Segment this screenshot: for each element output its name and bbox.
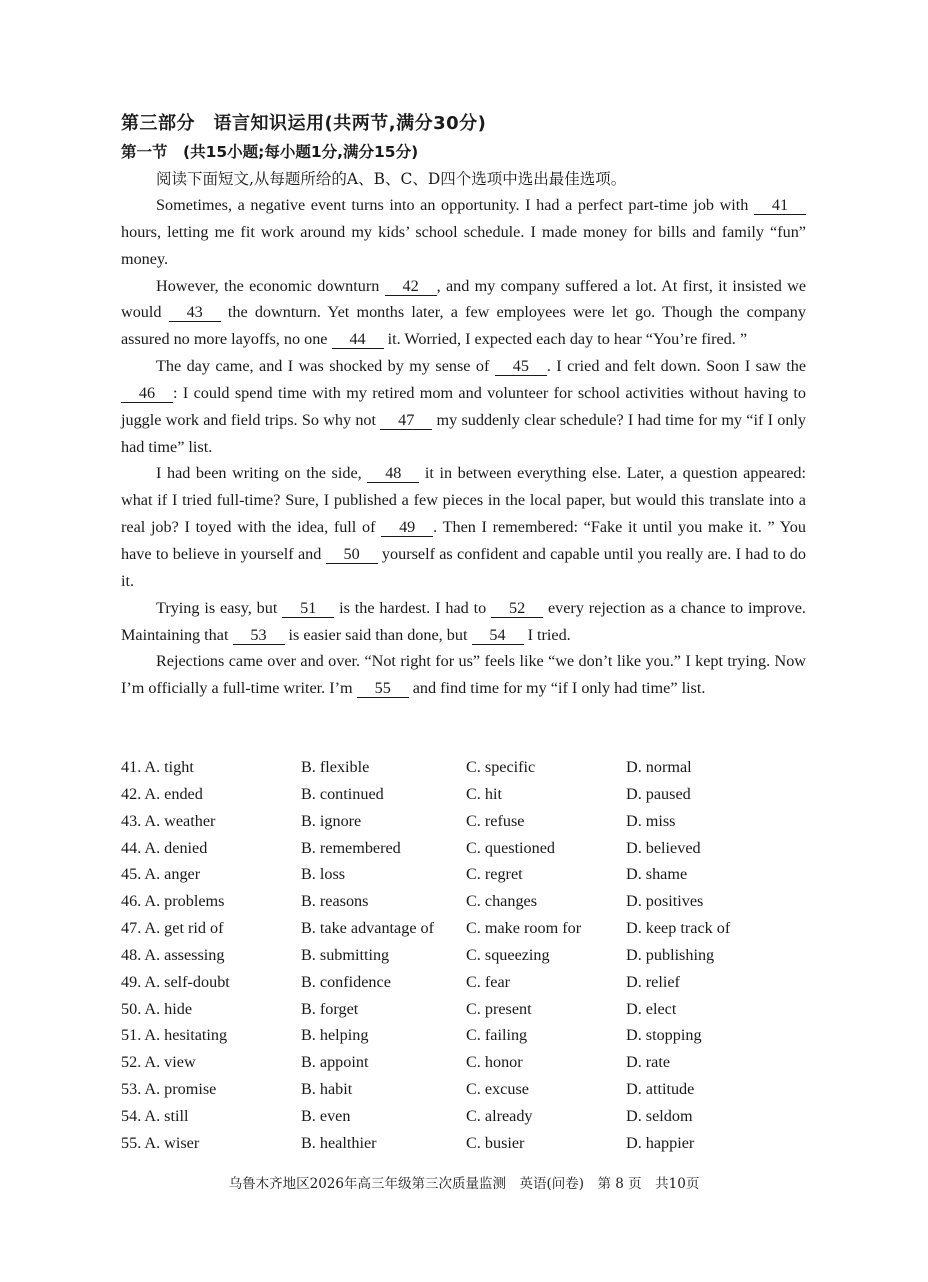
option-d: D. paused <box>626 784 691 803</box>
option-a: 54. A. still <box>121 1106 189 1125</box>
paragraph-1 <box>121 192 806 273</box>
passage-text: However, the economic downturn <box>156 276 385 295</box>
option-d: D. publishing <box>626 945 715 964</box>
passage-text: Trying is easy, but <box>156 598 283 617</box>
cloze-passage <box>121 192 806 702</box>
passage-text: . I cried and felt down. Soon I saw the <box>546 357 807 376</box>
option-a: 44. A. denied <box>121 838 208 857</box>
option-a: 53. A. promise <box>121 1080 217 1099</box>
option-a: 43. A. weather <box>121 811 216 830</box>
question-43 <box>121 808 821 835</box>
option-c: C. already <box>466 1106 533 1125</box>
option-b: B. continued <box>301 784 384 803</box>
option-b: B. remembered <box>301 838 401 857</box>
question-51 <box>121 1022 821 1049</box>
option-b: B. reasons <box>301 892 369 911</box>
question-50 <box>121 996 821 1023</box>
option-a: 48. A. assessing <box>121 945 225 964</box>
option-c: C. regret <box>466 865 523 884</box>
option-d: D. seldom <box>626 1106 693 1125</box>
passage-text: , and my company suffered a lot. At first, it insisted we would <box>121 276 806 322</box>
passage-text: it in between everything else. Later, a question appeared: what if I tried full-time? Sure, I published a few pieces in the local paper, but would this translate into a real job? I toyed with the idea, full of <box>121 464 806 537</box>
passage-text: : I could spend time with my retired mom and volunteer for school activities without having to juggle work and field trips. So why not <box>121 383 806 429</box>
passage-text: The day came, and I was shocked by my sense of <box>156 357 495 376</box>
option-c: C. changes <box>466 892 538 911</box>
option-d: D. attitude <box>626 1080 695 1099</box>
passage-text: it. Worried, I expected each day to hear “You’re fired. ” <box>383 330 748 349</box>
blank-51: 51 <box>282 599 334 618</box>
option-a: 49. A. self-doubt <box>121 972 230 991</box>
blank-44: 44 <box>332 330 384 349</box>
blank-47: 47 <box>380 411 432 430</box>
option-a: 45. A. anger <box>121 865 201 884</box>
passage-text: yourself as confident and capable until you really are. I had to do it. <box>121 544 806 590</box>
option-d: D. miss <box>626 811 676 830</box>
question-47 <box>121 915 821 942</box>
option-c: C. excuse <box>466 1080 529 1099</box>
blank-41: 41 <box>754 196 806 215</box>
passage-text: I had been writing on the side, <box>156 464 368 483</box>
option-c: C. failing <box>466 1026 528 1045</box>
option-a: 55. A. wiser <box>121 1133 200 1152</box>
question-45 <box>121 861 821 888</box>
option-b: B. loss <box>301 865 346 884</box>
question-46 <box>121 888 821 915</box>
blank-45: 45 <box>495 357 547 376</box>
option-c: C. questioned <box>466 838 556 857</box>
option-c: C. hit <box>466 784 502 803</box>
paragraph-3 <box>121 353 806 460</box>
option-d: D. relief <box>626 972 680 991</box>
blank-50: 50 <box>326 545 378 564</box>
passage-text: I tried. <box>523 625 571 644</box>
passage-text: the downturn. Yet months later, a few employees were let go. Though the company assured no more layoffs, no one <box>121 303 806 349</box>
blank-54: 54 <box>472 626 524 645</box>
option-b: B. even <box>301 1106 351 1125</box>
passage-text: my suddenly clear schedule? I had time for my “if I only had time” list. <box>121 410 807 456</box>
option-b: B. habit <box>301 1080 353 1099</box>
option-b: B. helping <box>301 1026 369 1045</box>
option-d: D. happier <box>626 1133 695 1152</box>
passage-text: Rejections came over and over. “Not right for us” feels like “we don’t like you.” I kept trying. Now I’m officially a full-time writer. I’m <box>121 652 806 698</box>
passage-text: is the hardest. I had to <box>334 598 492 617</box>
paragraph-5 <box>121 595 806 649</box>
option-b: B. submitting <box>301 945 390 964</box>
option-a: 51. A. hesitating <box>121 1026 228 1045</box>
blank-52: 52 <box>491 599 543 618</box>
option-d: D. elect <box>626 999 677 1018</box>
question-52 <box>121 1049 821 1076</box>
paragraph-6 <box>121 648 806 702</box>
blank-53: 53 <box>233 626 285 645</box>
option-d: D. keep track of <box>626 919 731 938</box>
option-a: 47. A. get rid of <box>121 919 224 938</box>
passage-text: and find time for my “if I only had time” list. <box>408 679 706 698</box>
blank-49: 49 <box>381 518 433 537</box>
option-a: 46. A. problems <box>121 892 225 911</box>
option-d: D. shame <box>626 865 688 884</box>
section-subtitle: 第一节 (共15小题;每小题1分,满分15分) <box>121 143 419 161</box>
option-b: B. take advantage of <box>301 919 435 938</box>
option-b: B. ignore <box>301 811 362 830</box>
option-d: D. normal <box>626 758 692 776</box>
option-c: C. busier <box>466 1133 525 1152</box>
question-42 <box>121 781 821 808</box>
option-b: B. flexible <box>301 758 370 776</box>
question-41 <box>121 754 821 781</box>
option-b: B. appoint <box>301 1053 369 1072</box>
passage-text: . Then I remembered: “Fake it until you make it. ” You have to believe in yourself and <box>121 518 806 563</box>
option-a: 50. A. hide <box>121 999 193 1018</box>
question-55 <box>121 1130 821 1157</box>
passage-text: hours, letting me fit work around my kids’ school schedule. I made money for bills and family “fun” money. <box>121 222 806 268</box>
passage-text: Sometimes, a negative event turns into an opportunity. I had a perfect part-time job with <box>156 196 754 214</box>
question-54 <box>121 1103 821 1130</box>
option-c: C. honor <box>466 1053 523 1072</box>
option-a: 41. A. tight <box>121 758 194 776</box>
option-c: C. refuse <box>466 811 525 830</box>
answer-options <box>121 754 821 1157</box>
option-c: C. specific <box>466 758 536 776</box>
option-c: C. make room for <box>466 919 582 938</box>
option-d: D. rate <box>626 1053 671 1072</box>
option-d: D. positives <box>626 892 704 911</box>
question-49 <box>121 969 821 996</box>
question-44 <box>121 835 821 862</box>
passage-text: is easier said than done, but <box>284 625 472 644</box>
instructions: 阅读下面短文,从每题所给的A、B、C、D四个选项中选出最佳选项。 <box>156 170 627 188</box>
option-b: B. forget <box>301 999 359 1018</box>
passage-text: every rejection as a chance to improve. Maintaining that <box>121 598 806 644</box>
option-c: C. present <box>466 999 532 1018</box>
section-title: 第三部分 语言知识运用(共两节,满分30分) <box>121 113 487 134</box>
blank-43: 43 <box>169 303 221 322</box>
option-c: C. fear <box>466 972 511 991</box>
blank-55: 55 <box>357 679 409 698</box>
paragraph-2 <box>121 273 806 354</box>
page-footer: 乌鲁木齐地区2026年高三年级第三次质量监测 英语(问卷) 第 8 页 共10页 <box>228 1176 700 1192</box>
option-b: B. confidence <box>301 972 391 991</box>
question-48 <box>121 942 821 969</box>
option-d: D. stopping <box>626 1026 702 1045</box>
blank-42: 42 <box>385 277 437 296</box>
blank-46: 46 <box>121 384 173 403</box>
paragraph-4 <box>121 460 806 594</box>
option-a: 52. A. view <box>121 1053 196 1072</box>
option-b: B. healthier <box>301 1133 377 1152</box>
blank-48: 48 <box>367 464 419 483</box>
option-c: C. squeezing <box>466 945 550 964</box>
option-d: D. believed <box>626 838 701 857</box>
option-a: 42. A. ended <box>121 784 203 803</box>
question-53 <box>121 1076 821 1103</box>
